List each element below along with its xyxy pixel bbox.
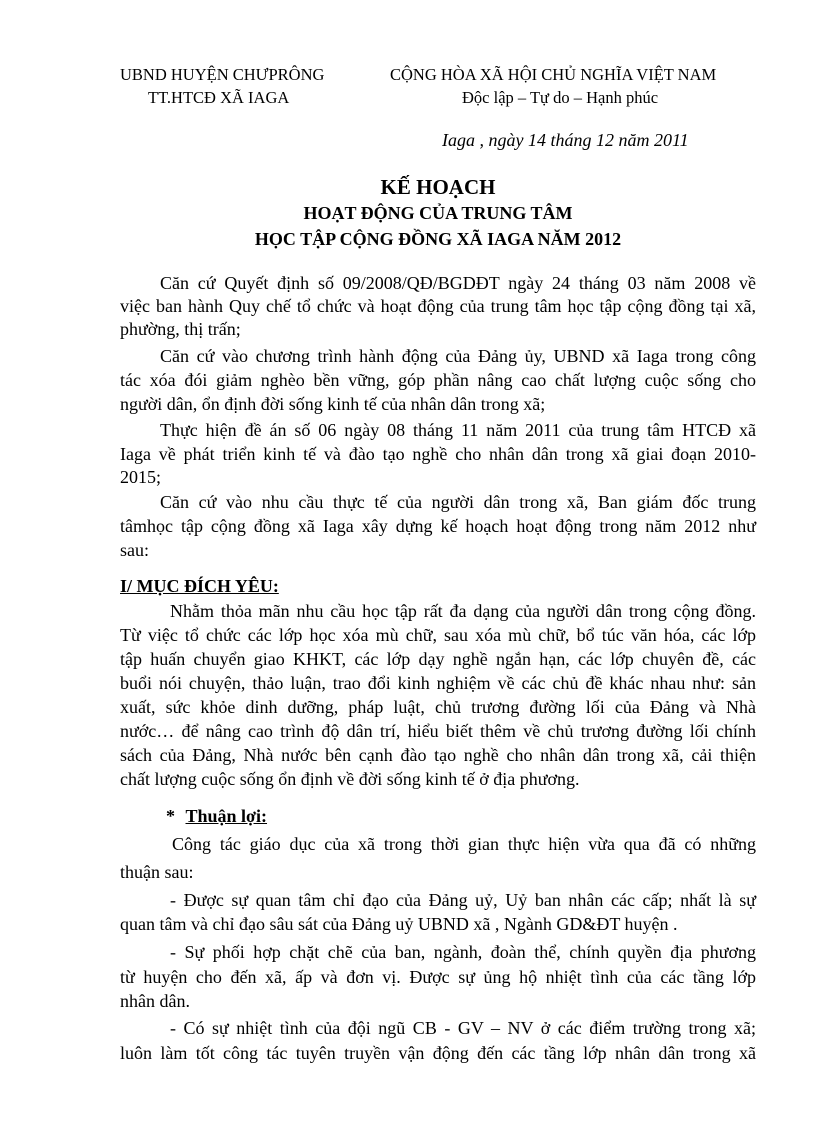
- intro-line: tâmhọc tập cộng đồng xã Iaga xây dựng kế hoạch hoạt động trong năm 2012 như: [120, 516, 756, 536]
- issuer-line-2: TT.HTCĐ XÃ IAGA: [148, 88, 290, 107]
- section-line: nước… để nâng cao trình độ dân trí, hiểu biết thêm về chủ trương đường lối chính: [120, 721, 756, 741]
- advantages-line: quan tâm và chỉ đạo sâu sát của Đảng uỷ UBND xã , Ngành GD&ĐT huyện .: [120, 914, 678, 934]
- section-line: Từ việc tổ chức các lớp học xóa mù chữ, sau xóa mù chữ, bổ túc văn hóa, các lớp: [120, 625, 756, 645]
- bullet-mark: *: [166, 806, 175, 826]
- advantages-heading: [166, 806, 267, 827]
- intro-line: Căn cứ vào nhu cầu thực tế của người dân trong xã, Ban giám đốc trung: [160, 492, 756, 512]
- advantages-line: - Sự phối hợp chặt chẽ của ban, ngành, đoàn thể, chính quyền địa phương: [170, 942, 756, 962]
- section-line: sách của Đảng, Nhà nước bên cạnh đào tạo nghề cho nhân dân trong xã, cải thiện: [120, 745, 756, 765]
- advantages-line: từ huyện cho đến xã, ấp và đơn vị. Được sự ủng hộ nhiệt tình của các tầng lớp: [120, 967, 756, 987]
- intro-line: tác xóa đói giảm nghèo bền vững, góp phần nâng cao chất lượng cuộc sống cho: [120, 370, 756, 390]
- document-subtitle-1: HOẠT ĐỘNG CỦA TRUNG TÂM: [303, 203, 573, 223]
- intro-line: người dân, ổn định đời sống kinh tế của nhân dân trong xã;: [120, 394, 546, 414]
- intro-line: Căn cứ Quyết định số 09/2008/QĐ/BGDĐT ngày 24 tháng 03 năm 2008 về: [160, 273, 756, 293]
- intro-line: Căn cứ vào chương trình hành động của Đảng ủy, UBND xã Iaga trong công: [160, 346, 756, 366]
- advantages-line: - Có sự nhiệt tình của đội ngũ CB - GV – NV ở các điểm trường trong xã;: [170, 1018, 756, 1038]
- section-line: Nhằm thỏa mãn nhu cầu học tập rất đa dạng của người dân trong cộng đồng.: [170, 601, 756, 621]
- national-title: CỘNG HÒA XÃ HỘI CHỦ NGHĨA VIỆT NAM: [390, 65, 717, 84]
- section-line: chất lượng cuộc sống ổn định về đời sống kinh tế ở địa phương.: [120, 769, 580, 789]
- intro-line: Iaga về phát triển kinh tế và đào tạo nghề cho nhân dân trong xã giai đoạn 2010-: [120, 444, 756, 464]
- document-date: Iaga , ngày 14 tháng 12 năm 2011: [442, 130, 689, 150]
- intro-line: việc ban hành Quy chế tổ chức và hoạt động của trung tâm học tập cộng đồng tại xã,: [120, 296, 756, 316]
- intro-line: 2015;: [120, 467, 162, 487]
- document-subtitle-2: HỌC TẬP CỘNG ĐỒNG XÃ IAGA NĂM 2012: [254, 229, 622, 249]
- advantages-line: thuận sau:: [120, 862, 194, 882]
- document-title: KẾ HOẠCH: [380, 175, 496, 199]
- intro-line: phường, thị trấn;: [120, 319, 241, 339]
- section-line: tập huấn chuyển giao KHKT, các lớp dạy nghề ngắn hạn, các lớp chuyên đề, các: [120, 649, 756, 669]
- section-line: xuất, sức khỏe dinh dưỡng, pháp luật, chủ trương đường lối của Đảng và Nhà: [120, 697, 756, 717]
- national-motto: Độc lập – Tự do – Hạnh phúc: [462, 88, 659, 107]
- intro-line: sau:: [120, 540, 149, 560]
- advantages-line: - Được sự quan tâm chỉ đạo của Đảng uỷ, Uỷ ban nhân các cấp; nhất là sự: [170, 890, 756, 910]
- advantages-line: Công tác giáo dục của xã trong thời gian thực hiện vừa qua đã có những: [172, 834, 756, 854]
- issuer-line-1: UBND HUYỆN CHƯPRÔNG: [120, 65, 325, 84]
- advantages-line: nhân dân.: [120, 991, 190, 1011]
- advantages-heading-text: Thuận lợi:: [185, 806, 268, 826]
- advantages-line: luôn làm tốt công tác tuyên truyền vận động đến các tầng lớp nhân dân trong xã: [120, 1043, 756, 1063]
- section-line: buổi nói chuyện, thảo luận, trao đổi kinh nghiệm về các chủ đề khác nhau như: sản: [120, 673, 756, 693]
- intro-line: Thực hiện đề án số 06 ngày 08 tháng 11 năm 2011 của trung tâm HTCĐ xã: [160, 420, 756, 440]
- section-heading: I/ MỤC ĐÍCH YÊU:: [120, 576, 279, 596]
